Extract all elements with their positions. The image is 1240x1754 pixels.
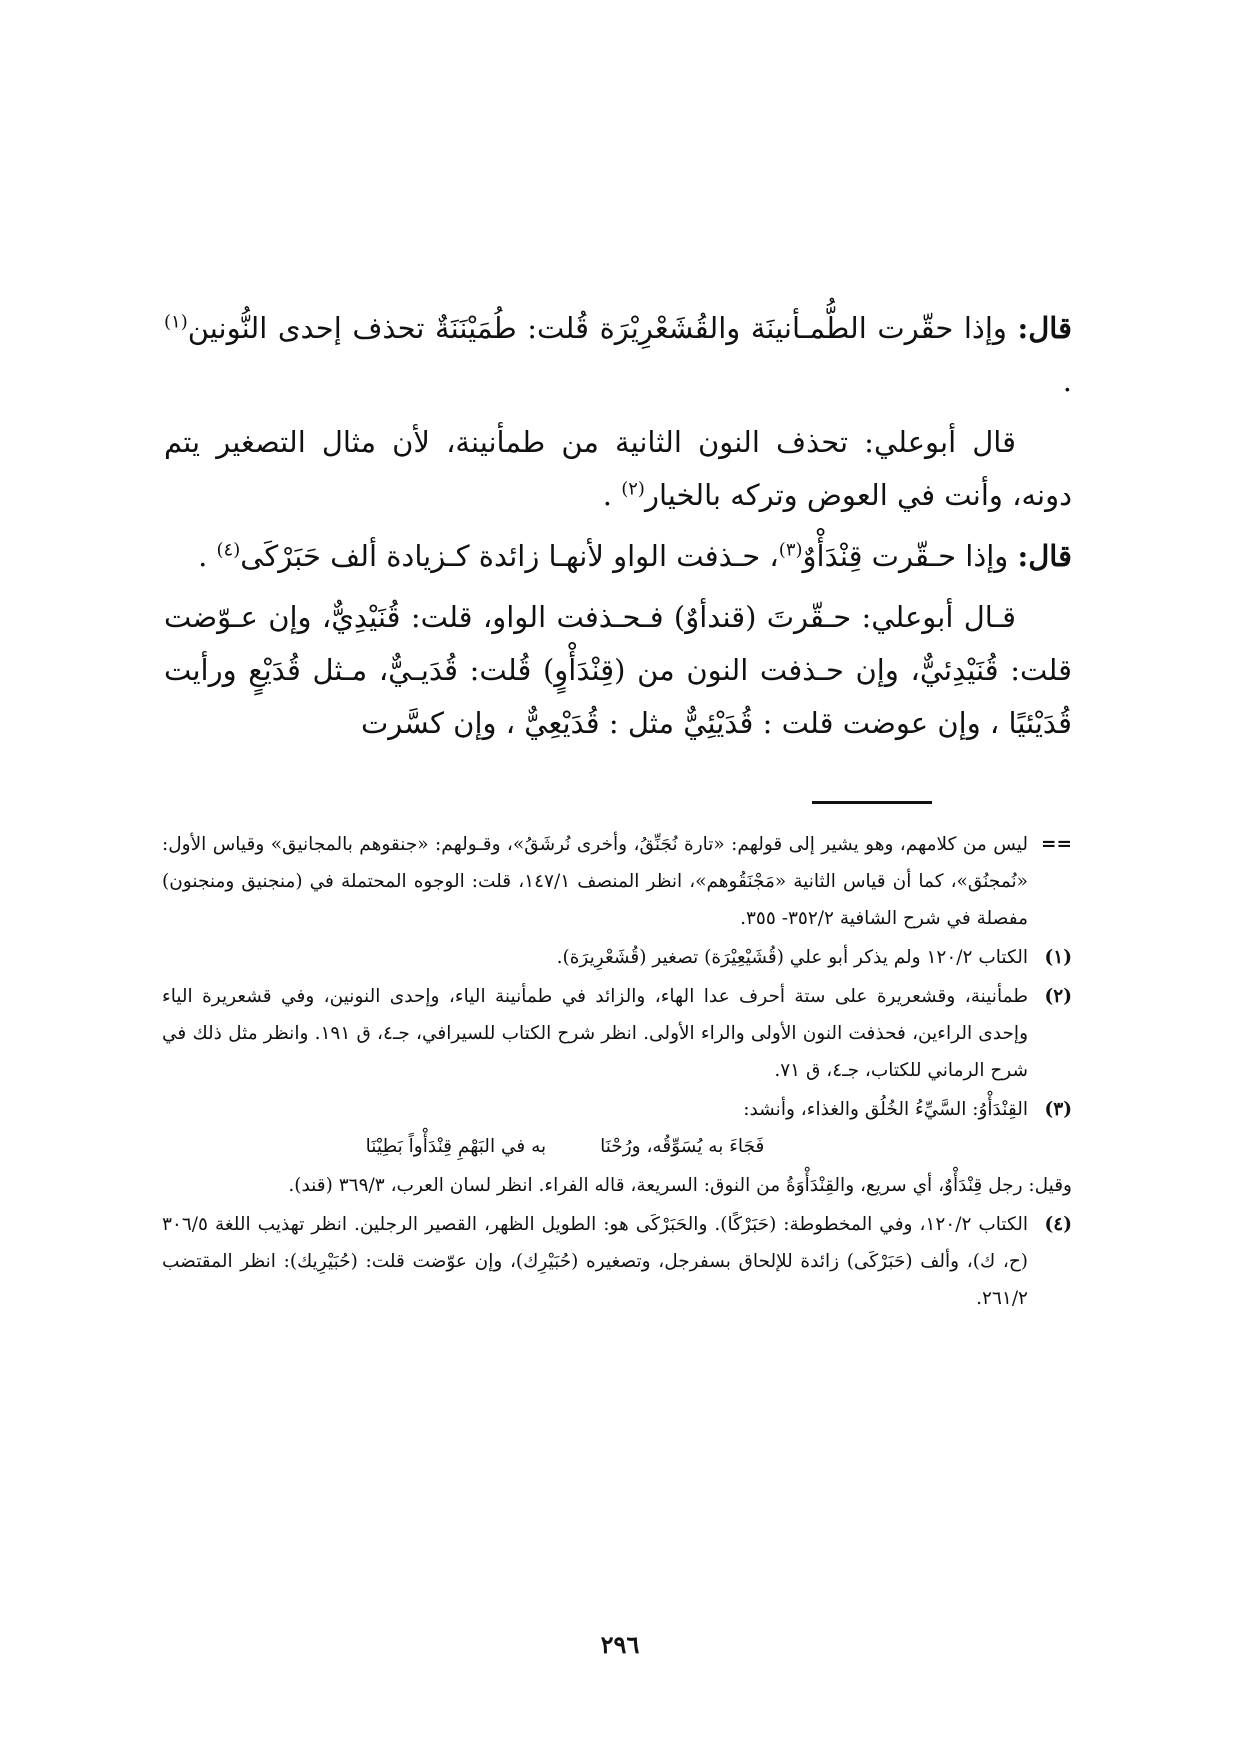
footnote-text: الكتاب ١٢٠/٢، وفي المخطوطة: (حَبَرْكًا). والحَبَرْكَى هو: الطويل الظهر، القصير الرجلين. انظر تهذيب اللغة ٣٠٦/٥ (ح، ك)، وألف (حَبَرْكَى) زائدة للإلحاق بسفرجل، وتصغيره (حُبَيْرِك)، وإن عوّضت قلت: (حُبَيْرِيك): انظر المقتضب ٢٦١/٢. xyxy=(162,1214,1028,1309)
paragraph-3-text-2: ، حـذفت الواو لأنهـا زائدة كـزيادة ألف حَبَرْكَى xyxy=(240,539,779,573)
footnote-text: طمأنينة، وقشعريرة على ستة أحرف عدا الهاء، والزائد في طمأنينة الياء، وإحدى النونين، وفي قشعريرة الياء وإحدى الراءين، فحذفت النون الأولى والراء الأولى. انظر شرح الكتاب للسيرافي، جـ٤، ق ١٩١. وانظر مثل ذلك في شرح الرماني للكتاب، جـ٤، ق ٧١. xyxy=(162,986,1029,1081)
footnote-ref-3[interactable]: (٣) xyxy=(778,539,803,561)
qala-label: قال: xyxy=(1017,311,1072,345)
page-number: ٢٩٦ xyxy=(600,1630,640,1659)
main-text xyxy=(164,302,1072,758)
footnote-text: القِنْدَأْوُ: السَّيِّءُ الخُلُق والغذاء، وأنشد: xyxy=(743,1099,1028,1120)
paragraph-3-end: . xyxy=(198,539,217,573)
footnote-marker: (٣) xyxy=(1044,1099,1072,1120)
footnote-ref-2[interactable]: (٢) xyxy=(621,478,645,500)
footnote-text: الكتاب ١٢٠/٢ ولم يذكر أبو علي (قُشَيْعِيْرَة) تصغير (قُشَعْرِيرَة). xyxy=(556,947,1028,968)
footnote-ref-4[interactable]: (٤) xyxy=(216,539,241,561)
paragraph-2-end: . xyxy=(602,478,622,512)
footnote-1 xyxy=(162,939,1072,976)
paragraph-2 xyxy=(164,416,1072,522)
paragraph-4-text: قـال أبوعلي: حـقّرتَ (قندأوٌ) فـحـذفت الواو، قلت: قُنَيْدِيٌّ، وإن عـوّضت قلت: قُنَيْدِئيٌّ، وإن حـذفت النون من (قِنْدَأْوٍ) قُلت: قُدَيـيٌّ، مـثل قُدَيْعٍ ورأيت قُدَيْئيًا ، وإن عوضت قلت : قُدَيْئِيٌّ مثل : قُدَيْعِيٌّ ، وإن كسَّرت xyxy=(164,600,1072,740)
footnote-3 xyxy=(162,1091,1072,1165)
verse-first-hemistich: فَجَاءَ به يُسَوِّقُه، ورُحْنَا xyxy=(600,1136,765,1157)
verse-second-hemistich: به في البَهْمِ قِنْدَأْواً بَطِيْنَا xyxy=(365,1136,547,1157)
footnote-3-body xyxy=(162,1091,1028,1165)
qala-label: قال: xyxy=(1017,539,1072,573)
footnote-marker: (٢) xyxy=(1044,986,1072,1007)
paragraph-1-text: وإذا حقّرت الطُّمـأنينَة والقُشَعْرِيْرَة قُلت: طُمَيْنَنَةٌ تحذف إحدى النُّونين xyxy=(187,311,1018,345)
footnote-3-continued xyxy=(162,1167,1072,1204)
footnote-text: وقيل: رجل قِنْدَأْوٌ، أي سريع، والقِنْدَأْوَةُ من النوق: السريعة، قاله الفراء. انظر لسان العرب، ٣٦٩/٣ (قند). xyxy=(288,1175,1072,1196)
footnote-marker: (٤) xyxy=(1044,1214,1072,1235)
footnote-marker: == xyxy=(1040,834,1072,855)
footnote-2 xyxy=(162,978,1072,1089)
paragraph-3 xyxy=(164,530,1072,583)
paragraph-2-text: قال أبوعلي: تحذف النون الثانية من طمأنينة، لأن مثال التصغير يتم دونه، وأنت في العوض وتركه بالخيار xyxy=(164,425,1072,512)
footnote-separator xyxy=(812,801,932,804)
footnote-marker: (١) xyxy=(1044,947,1072,968)
footnote-4 xyxy=(162,1206,1072,1317)
footnote-ref-1[interactable]: (١) xyxy=(164,311,188,333)
poetry-verse xyxy=(162,1128,1028,1165)
paragraph-3-text-1: وإذا حـقّرت قِنْدَأْوٌ xyxy=(802,539,1018,573)
paragraph-1 xyxy=(164,302,1072,408)
footnotes xyxy=(162,826,1072,1319)
footnote-continuation xyxy=(162,826,1072,937)
paragraph-1-end: . xyxy=(1062,364,1072,398)
paragraph-4 xyxy=(164,591,1072,750)
footnote-text: ليس من كلامهم، وهو يشير إلى قولهم: «تارة نُجَنِّقُ، وأخرى نُرشَقُ»، وقـولهم: «جنقوهم بالمجانيق» وقياس الأول: «نُمجنُق»، كما أن قياس الثانية «مَجْنَقُوهم»، انظر المنصف ١٤٧/١، قلت: الوجوه المحتملة في (منجنيق ومنجنون) مفصلة في شرح الشافية ٣٥٢/٢- ٣٥٥. xyxy=(162,834,1028,929)
